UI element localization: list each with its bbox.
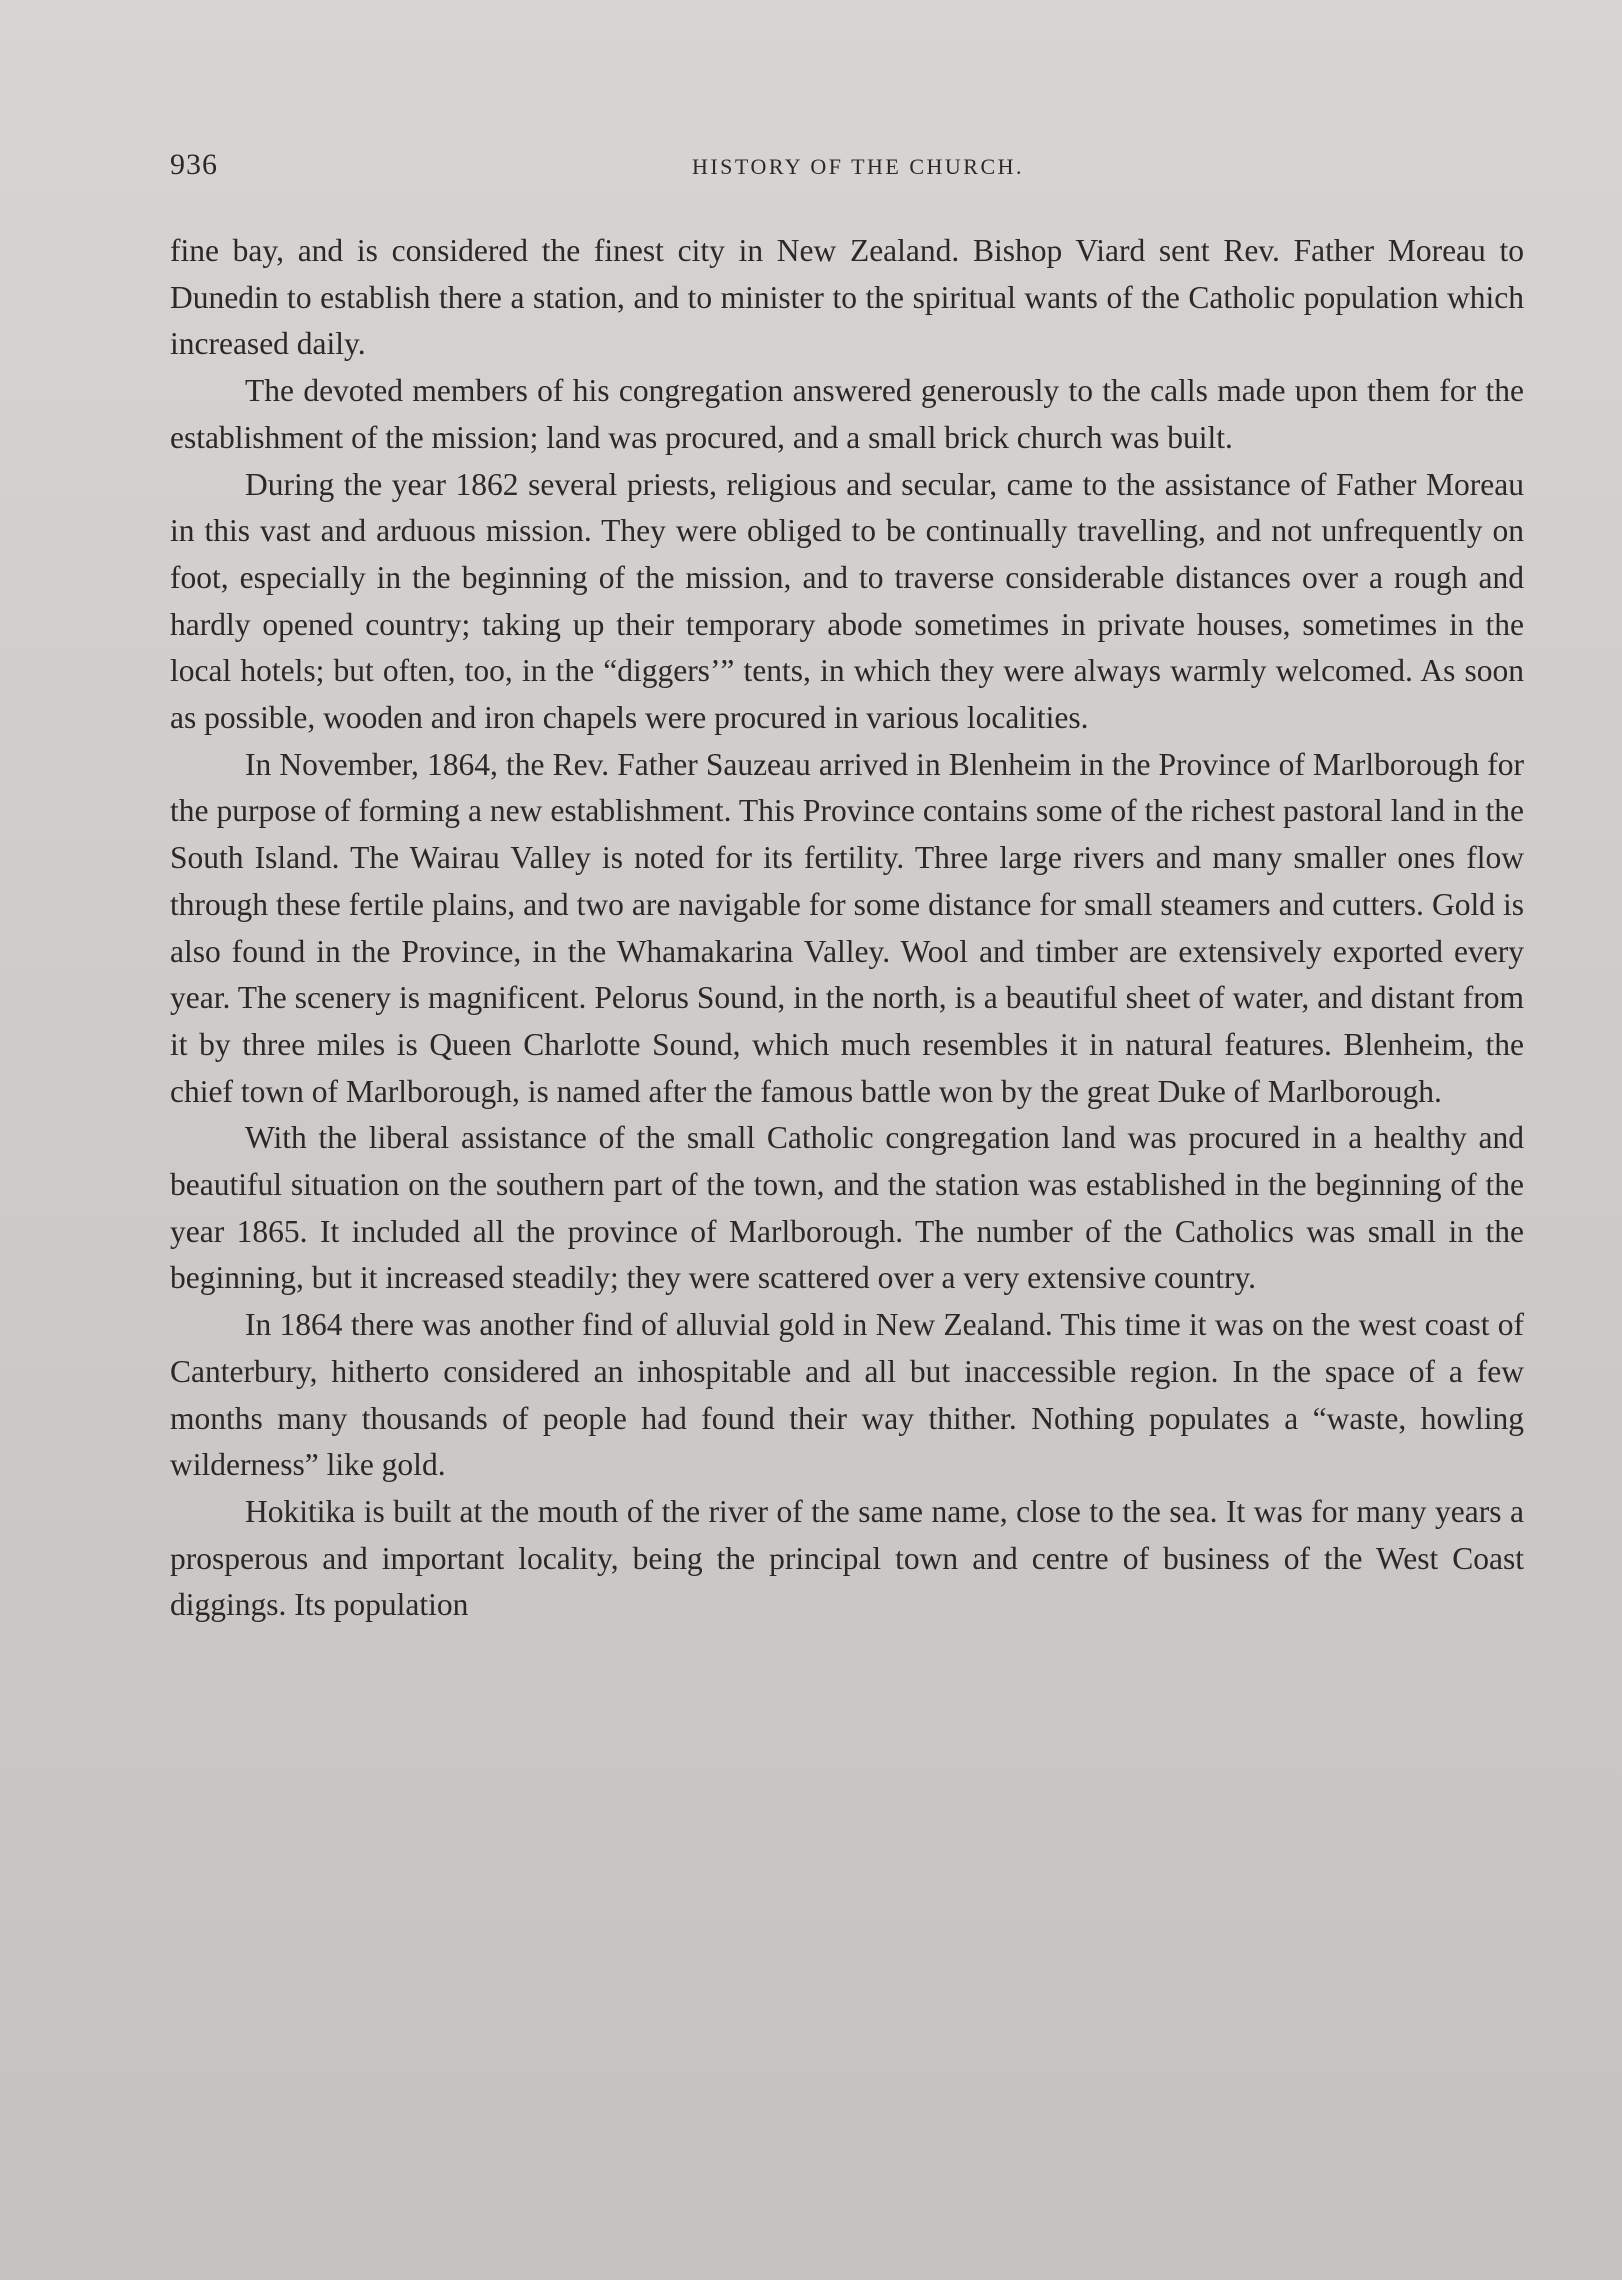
paragraph: Hokitika is built at the mouth of the river of the same name, close to the sea. It was for many years a prosperous and important locality, being the principal town and centre of business of the West Coast diggings. Its population [170,1493,1524,1623]
page-number: 936 [170,148,218,181]
running-head [170,148,1526,188]
paragraph: With the liberal assistance of the small Catholic congregation land was procured in a healthy and beautiful situation on the southern part of the town, and the station was established in the beginning of the year 1865. It included all the province of Marlborough. The number of the Catholics was small in the beginning, but it increased steadily; they were scattered over a very extensive country. [170,1120,1524,1296]
body-text [170,228,1524,1629]
paragraph: In 1864 there was another find of alluvial gold in New Zealand. This time it was on the west coast of Canterbury, hitherto considered an inhospitable and all but inaccessible region. In the space of a few months many thousands of people had found their way thither. Nothing populates a “waste, howling wilderness” like gold. [170,1307,1524,1483]
paragraph: During the year 1862 several priests, religious and secular, came to the assistance of Father Moreau in this vast and arduous mission. They were obliged to be continually travelling, and not unfrequently on foot, especially in the beginning of the mission, and to traverse considerable distances over a rough and hardly opened country; taking up their temporary abode sometimes in private houses, sometimes in the local hotels; but often, too, in the “diggers’” tents, in which they were always warmly welcomed. As soon as possible, wooden and iron chapels were procured in various localities. [170,466,1524,736]
paragraph: In November, 1864, the Rev. Father Sauzeau arrived in Blenheim in the Province of Marlborough for the purpose of forming a new establishment. This Province contains some of the richest pastoral land in the South Island. The Wairau Valley is noted for its fertility. Three large rivers and many smaller ones flow through these fertile plains, and two are navigable for some distance for small steamers and cutters. Gold is also found in the Province, in the Whamakarina Valley. Wool and timber are extensively exported every year. The scenery is magnificent. Pelorus Sound, in the north, is a beautiful sheet of water, and distant from it by three miles is Queen Charlotte Sound, which much resembles it in natural features. Blenheim, the chief town of Marlborough, is named after the famous battle won by the great Duke of Marlborough. [170,746,1524,1109]
paragraph: The devoted members of his congregation answered generously to the calls made upon them for the establishment of the mission; land was procured, and a small brick church was built. [170,373,1524,455]
paragraph-continued: fine bay, and is considered the finest city in New Zealand. Bishop Viard sent Rev. Father Moreau to Dunedin to establish there a station, and to minister to the spiritual wants of the Catholic population which increased daily. [170,233,1524,362]
running-title: HISTORY OF THE CHURCH. [691,154,1025,179]
